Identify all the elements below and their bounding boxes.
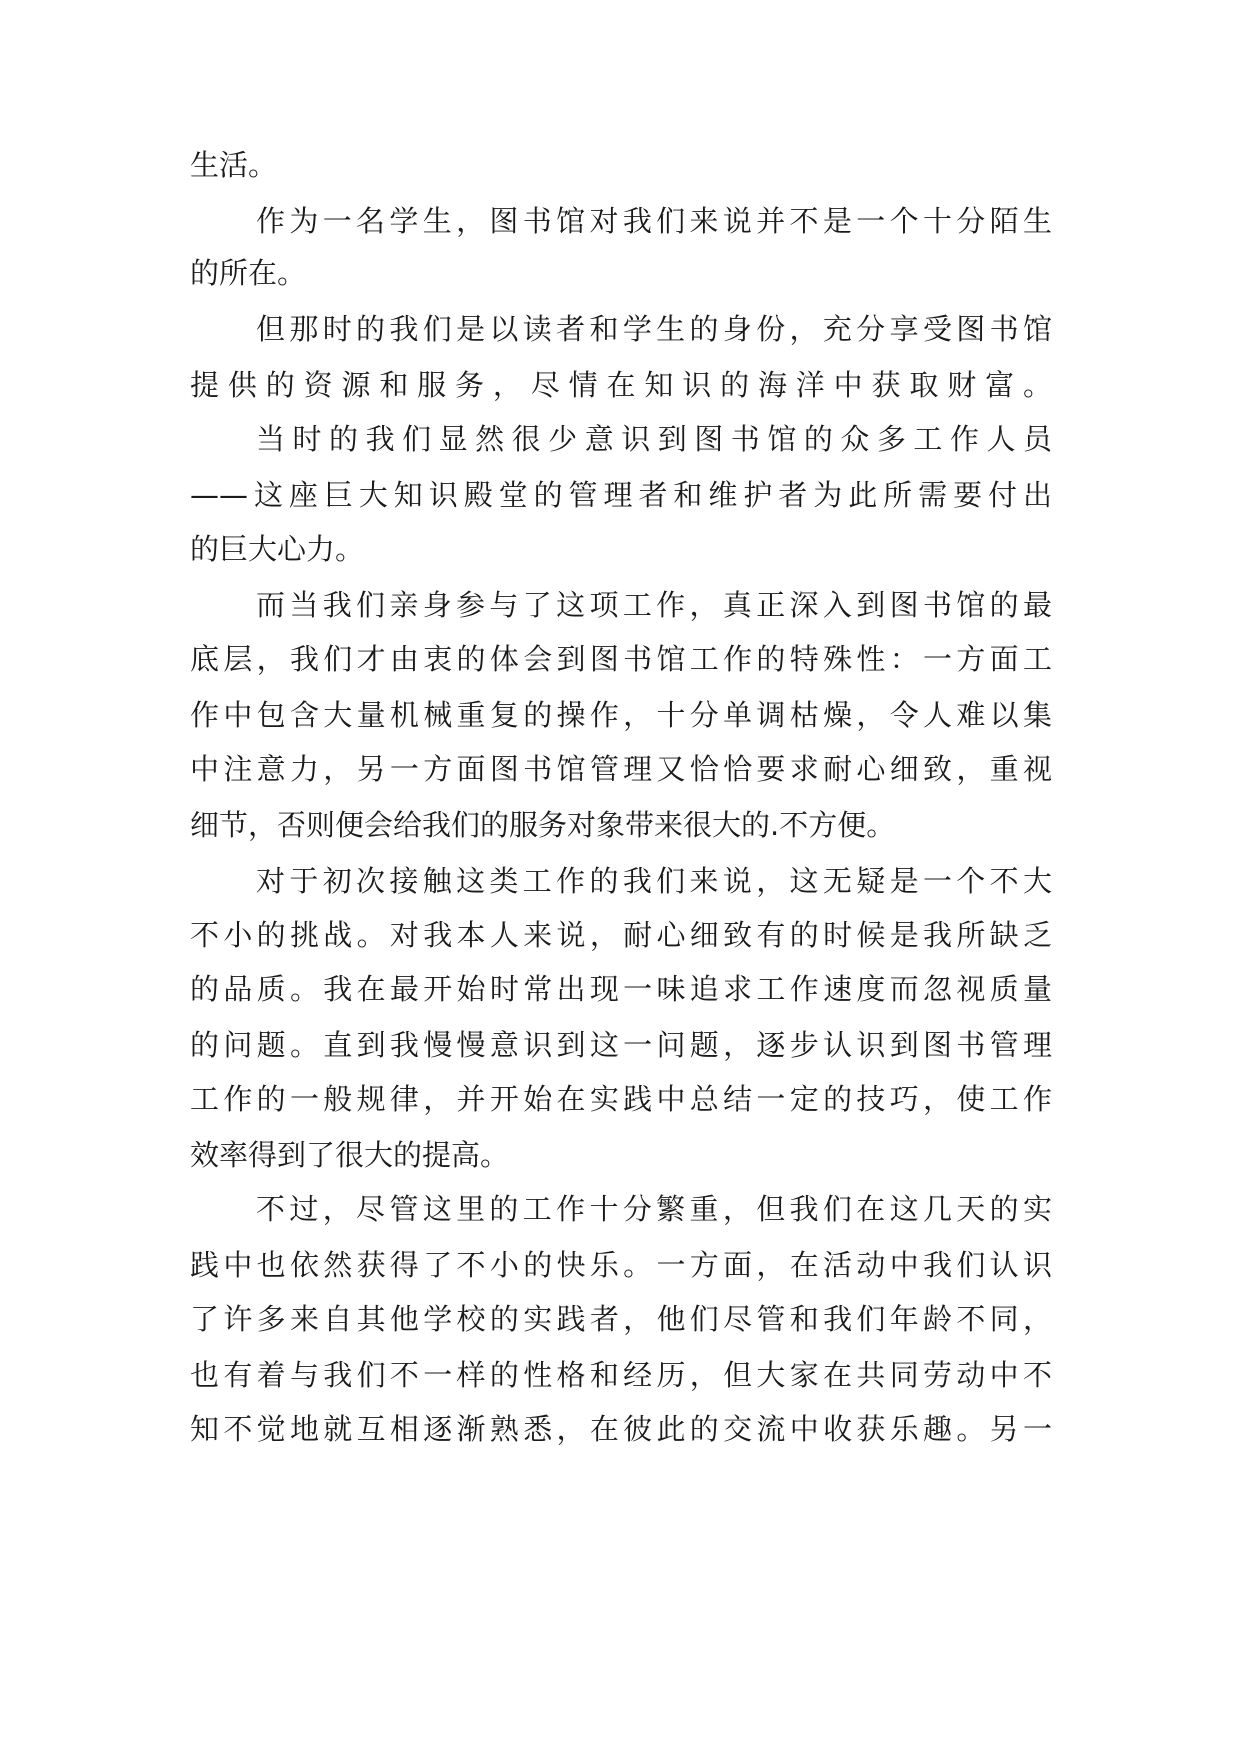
- text-line: 不过，尽管这里的工作十分繁重，但我们在这几天的实: [256, 1192, 1052, 1226]
- text-line: ——这座巨大知识殿堂的管理者和维护者为此所需要付出: [190, 478, 1052, 512]
- text-line: 的品质。我在最开始时常出现一味追求工作速度而忽视质量: [190, 972, 1052, 1006]
- text-line: 的所在。: [190, 256, 307, 290]
- text-line: 践中也依然获得了不小的快乐。一方面，在活动中我们认识: [190, 1248, 1052, 1282]
- text-line: 而当我们亲身参与了这项工作，真正深入到图书馆的最: [256, 588, 1052, 622]
- text-line: 了许多来自其他学校的实践者，他们尽管和我们年龄不同，: [190, 1302, 1052, 1336]
- text-line: 生活。: [190, 148, 278, 182]
- text-line: 的问题。直到我慢慢意识到这一问题，逐步认识到图书管理: [190, 1028, 1052, 1062]
- text-line: 对于初次接触这类工作的我们来说，这无疑是一个不大: [256, 864, 1052, 898]
- text-line: 知不觉地就互相逐渐熟悉，在彼此的交流中收获乐趣。另一: [190, 1412, 1052, 1446]
- text-line: 当时的我们显然很少意识到图书馆的众多工作人员: [256, 422, 1052, 456]
- text-line: 作中包含大量机械重复的操作，十分单调枯燥，令人难以集: [190, 698, 1052, 732]
- text-line: 中注意力，另一方面图书馆管理又恰恰要求耐心细致，重视: [190, 752, 1052, 786]
- text-line: 不小的挑战。对我本人来说，耐心细致有的时候是我所缺乏: [190, 918, 1052, 952]
- text-line: 底层，我们才由衷的体会到图书馆工作的特殊性：一方面工: [190, 642, 1052, 676]
- text-line: 工作的一般规律，并开始在实践中总结一定的技巧，使工作: [190, 1082, 1052, 1116]
- text-line: 提供的资源和服务，尽情在知识的海洋中获取财富。: [190, 368, 1052, 402]
- text-line: 的巨大心力。: [190, 532, 365, 566]
- text-line: 作为一名学生，图书馆对我们来说并不是一个十分陌生: [256, 204, 1052, 238]
- text-line: 但那时的我们是以读者和学生的身份，充分享受图书馆: [256, 312, 1052, 346]
- text-line: 也有着与我们不一样的性格和经历，但大家在共同劳动中不: [190, 1358, 1052, 1392]
- text-line: 细节，否则便会给我们的服务对象带来很大的.不方便。: [190, 808, 896, 842]
- text-line: 效率得到了很大的提高。: [190, 1138, 510, 1172]
